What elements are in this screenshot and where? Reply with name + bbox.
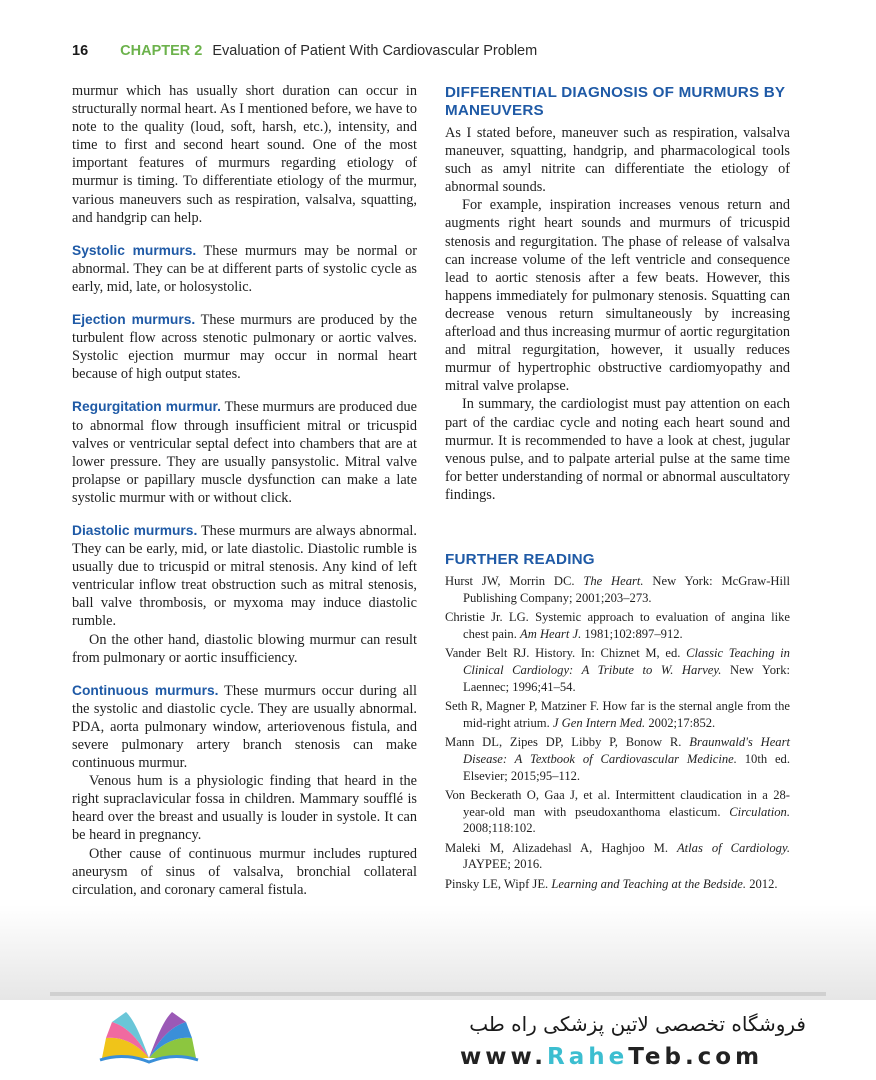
reference-item: Maleki M, Alizadehasl A, Haghjoo M. Atlas of Cardiology. JAYPEE; 2016. bbox=[445, 840, 790, 872]
ejection-heading: Ejection murmurs. bbox=[72, 312, 196, 328]
continuous-heading: Continuous murmurs. bbox=[72, 682, 219, 698]
section-title-differential: DIFFERENTIAL DIAGNOSIS OF MURMURS BY MANEUVERS bbox=[445, 84, 785, 119]
diastolic-followup-paragraph: On the other hand, diastolic blowing murmur can result from pulmonary or aortic insufficiency. bbox=[72, 631, 417, 666]
regurgitation-paragraph bbox=[72, 398, 417, 507]
continuous-paragraph bbox=[72, 682, 417, 772]
url-rahe: Rahe bbox=[547, 1044, 629, 1070]
reference-item: Seth R, Magner P, Matziner F. How far is the sternal angle from the mid-right atrium. J Gen Intern Med. 2002;17:852. bbox=[445, 699, 790, 730]
page-edge bbox=[50, 992, 826, 996]
url-prefix: www. bbox=[460, 1044, 548, 1070]
continuous-text: These murmurs occur during all the systolic and diastolic cycle. They are usually abnormal. PDA, aorta pulmonary window, arteriovenous fistula, and severe pulmonary artery branch stenosis can make continuous murmur. bbox=[72, 682, 417, 772]
diastolic-text: These murmurs are always abnormal. They can be early, mid, or late diastolic. Diastolic rumble is usually due to tricuspid or mitral stenosis. Any kind of left ventricular inflow treat obstruction such as mitral stenosis, ball valve thrombosis, or myxoma may induce diastolic rumble. bbox=[72, 522, 417, 630]
diastolic-heading: Diastolic murmurs. bbox=[72, 522, 198, 538]
section-title-further-reading: FURTHER READING bbox=[445, 550, 595, 568]
ejection-paragraph bbox=[72, 311, 417, 383]
maneuvers-paragraph-1: As I stated before, maneuver such as respiration, valsalva maneuver, squatting, handgrip, and pharmacological tools such as amyl nitrite can differentiate the etiology of abnormal sounds. bbox=[445, 125, 790, 196]
left-column bbox=[72, 82, 417, 899]
maneuvers-paragraph-3: In summary, the cardiologist must pay attention on each part of the cardiac cycle and noting each heart sound and murmur. It is recommended to have a look at chest, jugular venous pulse, and to palpate arterial pulse at the same time for better understanding of normal or abnormal auscultatory findings. bbox=[445, 396, 790, 503]
reference-item: Pinsky LE, Wipf JE. Learning and Teaching at the Bedside. 2012. bbox=[445, 877, 778, 892]
systolic-heading: Systolic murmurs. bbox=[72, 242, 197, 258]
ejection-text: These murmurs are produced by the turbulent flow across stenotic pulmonary or aortic valves. Systolic ejection murmur may occur in normal heart because of high output states. bbox=[72, 312, 417, 383]
running-header bbox=[72, 43, 537, 63]
reference-item: Hurst JW, Morrin DC. The Heart. New York: McGraw-Hill Publishing Company; 2001;203–273. bbox=[445, 573, 790, 605]
intro-paragraph: murmur which has usually short duration can occur in structurally normal heart. As I mentioned before, we have to note to the quality (loud, soft, harsh, etc.), intensity, and time to first and second heart sound. One of the most important features of murmurs regarding etiology of murmur is timing. To differentiate etiology of the murmur, various maneuvers such as respiration, valsalva, squatting, and handgrip can help. bbox=[72, 83, 417, 226]
book-logo-icon bbox=[94, 1008, 204, 1068]
systolic-paragraph bbox=[72, 242, 417, 296]
chapter-label: CHAPTER 2 bbox=[120, 43, 203, 59]
url-teb: Teb bbox=[628, 1044, 685, 1070]
regurgitation-heading: Regurgitation murmur. bbox=[72, 399, 221, 415]
other-causes-paragraph: Other cause of continuous murmur includes ruptured aneurysm of sinus of valsalva, bronchial collateral circulation, and coronary cameral fistula. bbox=[72, 845, 417, 898]
page-bottom-shadow bbox=[0, 905, 876, 1000]
regurgitation-text: These murmurs are produced due to abnormal flow through insufficient mitral or tricuspid valves or ventricular septal defect into chambers that are at lower pressure. They are usually pansystolic. Mitral valve prolapse or papillary muscle dysfunction can make a late systolic murmur with or without click. bbox=[72, 399, 417, 506]
chapter-title: Evaluation of Patient With Cardiovascular Problem bbox=[212, 43, 538, 59]
url-suffix: .com bbox=[684, 1044, 764, 1070]
reference-item: Mann DL, Zipes DP, Libby P, Bonow R. Braunwald's Heart Disease: A Textbook of Cardiovascular Medicine. 10th ed. Elsevier; 2015;95–112. bbox=[445, 735, 790, 783]
page-number: 16 bbox=[72, 43, 89, 59]
diastolic-paragraph bbox=[72, 522, 417, 631]
store-name: فروشگاه تخصصی لاتین پزشکی راه طب bbox=[469, 1012, 806, 1036]
right-column bbox=[445, 82, 790, 896]
reference-item: Von Beckerath O, Gaa J, et al. Intermittent claudication in a 28-year-old man with pseudoxanthoma elasticum. Circulation. 2008;118:102. bbox=[445, 788, 790, 836]
store-url[interactable] bbox=[460, 1044, 763, 1070]
reference-list bbox=[445, 573, 790, 893]
systolic-text: These murmurs may be normal or abnormal. They can be at different parts of systolic cycle as early, mid, late, or holosystolic. bbox=[72, 242, 417, 295]
reference-item: Vander Belt RJ. History. In: Chiznet M, ed. Classic Teaching in Clinical Cardiology: A Tribute to W. Harvey. New York: Laennec; 1996;41–54. bbox=[445, 646, 790, 694]
maneuvers-paragraph-2: For example, inspiration increases venous return and augments right heart sounds and murmurs of tricuspid stenosis and regurgitation. The phase of release of valsalva can increase volume of the left ventricle and consequence lead to aortic stenosis after a few beats. However, this happens immediately for pulmonary stenosis. Squatting can decrease venous return simultaneously by increasing afterload and thus increasing murmur of aortic regurgitation and mitral regurgitation, however, it usually reduces murmur of hypertrophic obstructive cardiomyopathy and mitral valve prolapse. bbox=[445, 197, 790, 395]
reference-item: Christie Jr. LG. Systemic approach to evaluation of angina like chest pain. Am Heart J. 1981;102:897–912. bbox=[445, 610, 790, 641]
venous-hum-paragraph: Venous hum is a physiologic finding that heard in the right supraclavicular fossa in children. Mammary soufflé is heard over the breast and usually is louder in systole. It can be heard in pregnancy. bbox=[72, 773, 417, 844]
